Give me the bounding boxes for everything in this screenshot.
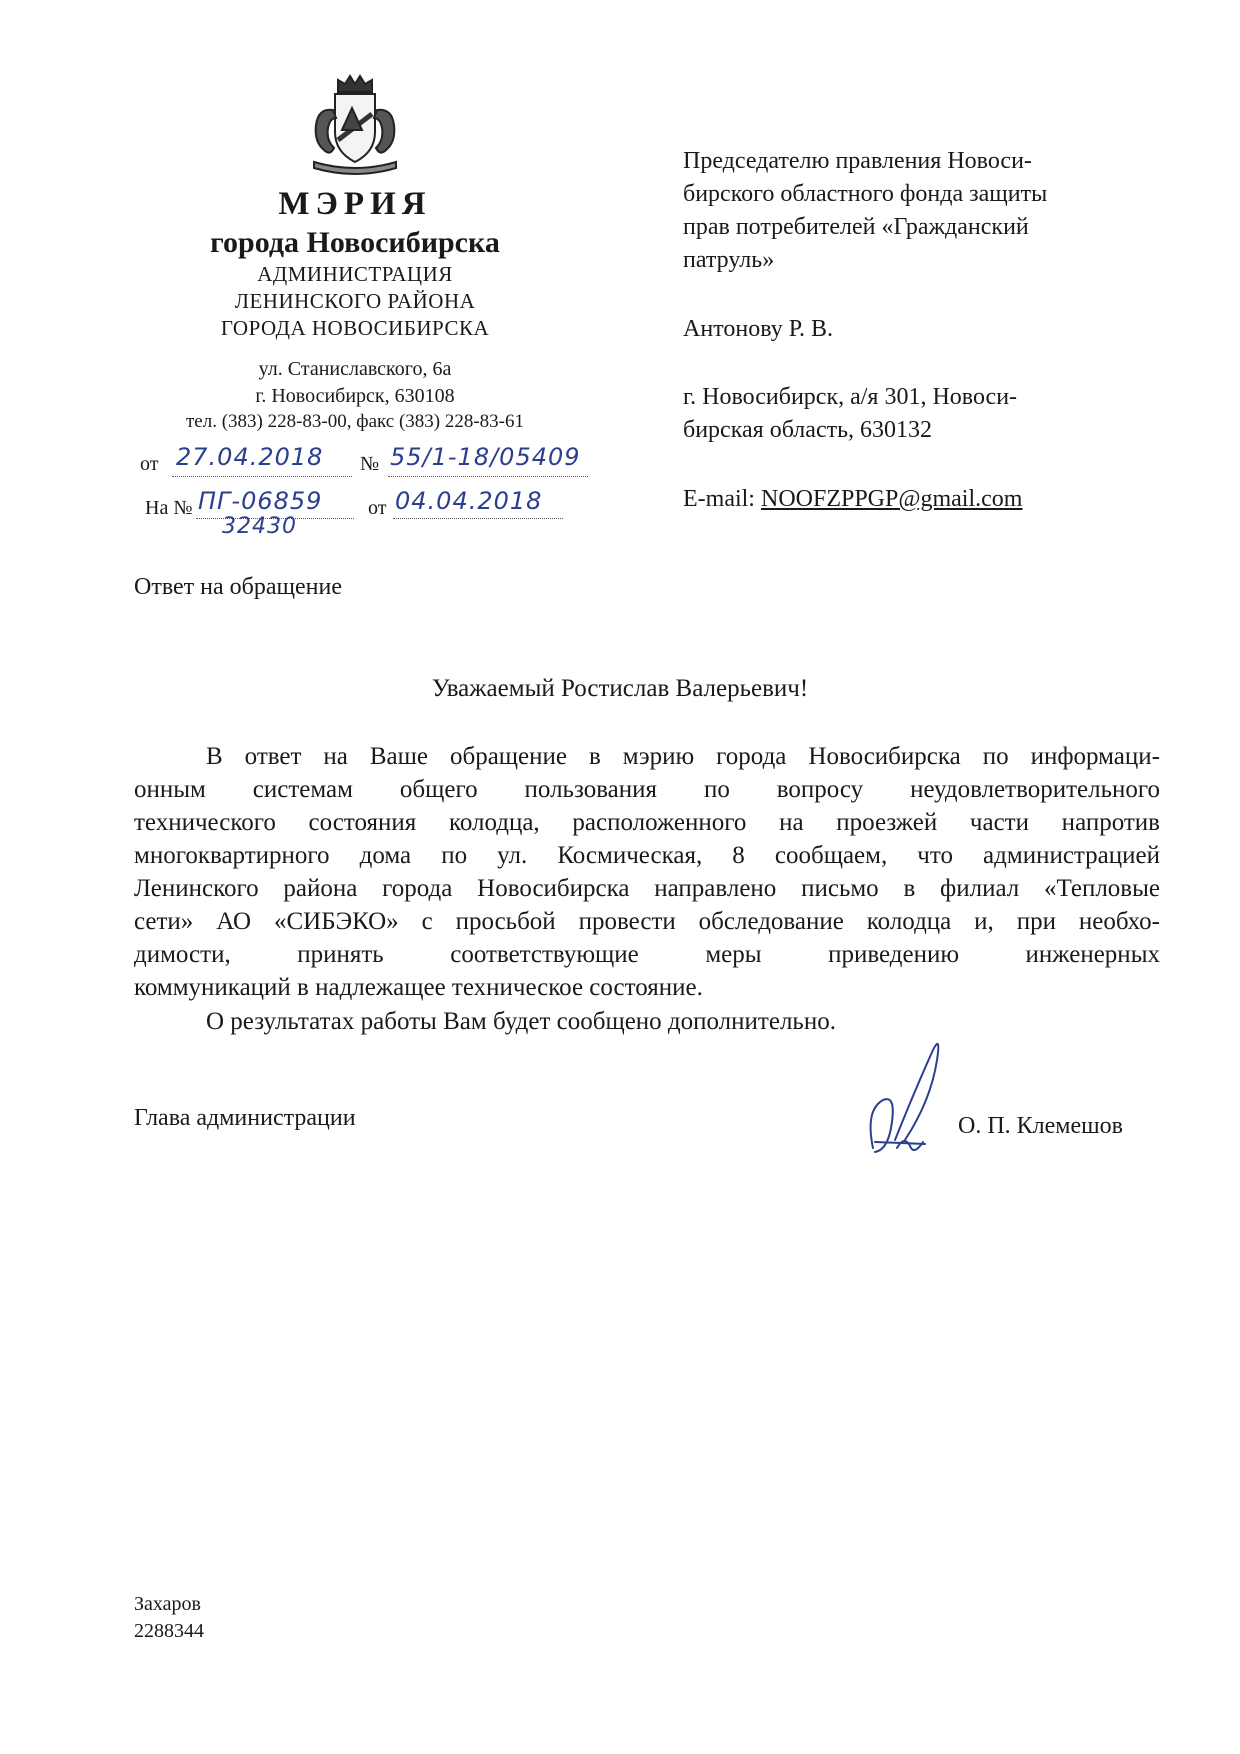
city-coat-of-arms-icon bbox=[300, 70, 410, 180]
body-line: Ленинского района города Новосибирска направлено письмо в филиал «Тепловые bbox=[134, 875, 1160, 902]
reg-ref-date: 04.04.2018 bbox=[395, 487, 543, 515]
addressee-line: прав потребителей «Гражданский bbox=[683, 214, 1029, 240]
reg-ref-label: На № bbox=[145, 497, 193, 519]
email-label: E-mail: bbox=[683, 486, 755, 512]
letterhead-district: ЛЕНИНСКОГО РАЙОНА bbox=[234, 289, 476, 313]
email-link[interactable]: NOOFZPPGP@gmail.com bbox=[760, 486, 1023, 512]
reg-ref-from-label: от bbox=[368, 497, 387, 519]
body-line: В ответ на Ваше обращение в мэрию города Новосибирска по информаци- bbox=[206, 743, 1160, 770]
addressee-line: Председателю правления Новоси- bbox=[683, 148, 1032, 174]
letterhead-city-caps: ГОРОДА НОВОСИБИРСКА bbox=[220, 316, 490, 340]
handwritten-signature-icon bbox=[845, 1030, 1005, 1160]
addressee-address-line: г. Новосибирск, а/я 301, Новоси- bbox=[683, 384, 1018, 410]
addressee-address bbox=[683, 381, 1017, 447]
body-line: сети» АО «СИБЭКО» с просьбой провести обследование колодца и, при необхо- bbox=[134, 908, 1160, 935]
addressee-email-row bbox=[683, 483, 1022, 516]
letterhead-street: ул. Станиславского, 6а bbox=[258, 358, 452, 380]
executor-name: Захаров bbox=[134, 1593, 201, 1615]
addressee-line: патруль» bbox=[683, 247, 775, 273]
letterhead-phone: тел. (383) 228-83-00, факс (383) 228-83-61 bbox=[185, 411, 525, 432]
letterhead-mayor: МЭРИЯ bbox=[278, 186, 432, 222]
letter-subject: Ответ на обращение bbox=[134, 574, 342, 600]
reg-ref-date-line bbox=[393, 518, 563, 519]
letterhead-city-zip: г. Новосибирск, 630108 bbox=[255, 385, 455, 407]
reg-number: 55/1-18/05409 bbox=[390, 443, 581, 471]
body-line: коммуникаций в надлежащее техническое состояние. bbox=[134, 974, 703, 1001]
reg-number-line bbox=[388, 476, 588, 477]
addressee-block bbox=[683, 145, 1047, 277]
executor-phone: 2288344 bbox=[134, 1620, 204, 1642]
salutation: Уважаемый Ростислав Валерьевич! bbox=[431, 675, 809, 702]
addressee-line: бирского областного фонда защиты bbox=[683, 181, 1048, 207]
body-paragraph bbox=[134, 740, 1160, 1004]
body-paragraph-2 bbox=[134, 1005, 1160, 1038]
reg-ref-number2: 32430 bbox=[222, 514, 297, 539]
signatory-name: О. П. Клемешов bbox=[958, 1113, 1123, 1139]
reg-number-label: № bbox=[360, 453, 380, 475]
reg-date-line bbox=[172, 476, 352, 477]
reg-ref-number: ПГ-06859 bbox=[198, 487, 323, 515]
body-line: О результатах работы Вам будет сообщено дополнительно. bbox=[206, 1008, 836, 1035]
addressee-name: Антонову Р. В. bbox=[683, 316, 834, 342]
body-line: онным системам общего пользования по вопросу неудовлетворительного bbox=[134, 776, 1160, 803]
body-line: димости, принять соответствующие меры приведению инженерных bbox=[134, 941, 1160, 968]
body-line: технического состояния колодца, расположенного на проезжей части напротив bbox=[134, 809, 1160, 836]
addressee-address-line: бирская область, 630132 bbox=[683, 417, 933, 443]
reg-from-label: от bbox=[140, 453, 159, 475]
letterhead-city: города Новосибирска bbox=[210, 226, 500, 259]
body-line: многоквартирного дома по ул. Космическая, 8 сообщаем, что администрацией bbox=[134, 842, 1160, 869]
signatory-title: Глава администрации bbox=[134, 1105, 356, 1131]
reg-date: 27.04.2018 bbox=[176, 443, 324, 471]
letterhead-admin: АДМИНИСТРАЦИЯ bbox=[257, 262, 453, 286]
